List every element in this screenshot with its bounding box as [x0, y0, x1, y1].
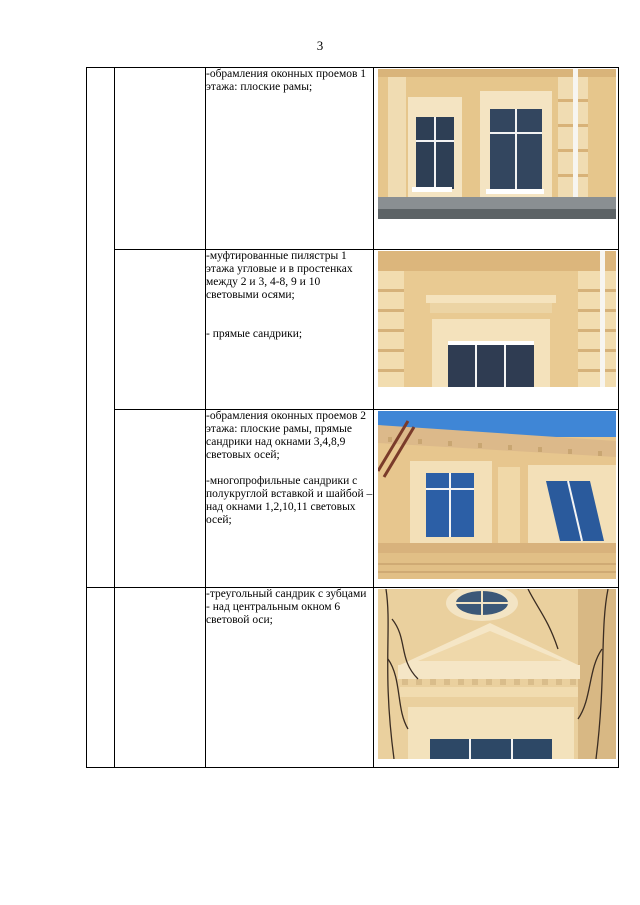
object-cell [115, 250, 206, 410]
photo-window-frames-floor-1 [378, 69, 616, 219]
object-cell [115, 410, 206, 588]
table-row [87, 410, 619, 588]
index-cell [87, 588, 115, 768]
description-text: -обрамления оконных проемов 2 этажа: плоские рамы, прямые сандрики над окнами 3,4,8,9 световых осей; [206, 410, 367, 461]
photo-window-frames-floor-2 [378, 411, 616, 579]
photo-cell [374, 410, 619, 588]
page-number: 3 [316, 38, 324, 53]
index-cell [87, 250, 115, 410]
description-text: -треугольный сандрик с зубцами - над центральным окном 6 световой оси; [206, 588, 367, 626]
photo-cell [374, 250, 619, 410]
description-text: -многопрофильные сандрики с полукруглой вставкой и шайбой – над окнами 1,2,10,11 световых осей; [206, 475, 373, 526]
table-row [87, 588, 619, 768]
description-cell [206, 250, 374, 410]
table-row [87, 250, 619, 410]
description-text: - прямые сандрики; [206, 328, 303, 340]
description-cell [206, 410, 374, 588]
table-row [87, 68, 619, 250]
description-text: -обрамления оконных проемов 1 этажа: плоские рамы; [206, 68, 367, 93]
index-cell [87, 68, 115, 250]
object-cell [115, 68, 206, 250]
description-cell [206, 588, 374, 768]
facade-elements-table [86, 67, 619, 768]
photo-cell [374, 68, 619, 250]
photo-triangular-pediment [378, 589, 616, 759]
index-cell [87, 410, 115, 588]
description-text: -муфтированные пилястры 1 этажа угловые и в простенках между 2 и 3, 4-8, 9 и 10 световыми осями; [206, 250, 353, 301]
object-cell [115, 588, 206, 768]
photo-rusticated-pilasters [378, 251, 616, 387]
photo-cell [374, 588, 619, 768]
description-cell [206, 68, 374, 250]
